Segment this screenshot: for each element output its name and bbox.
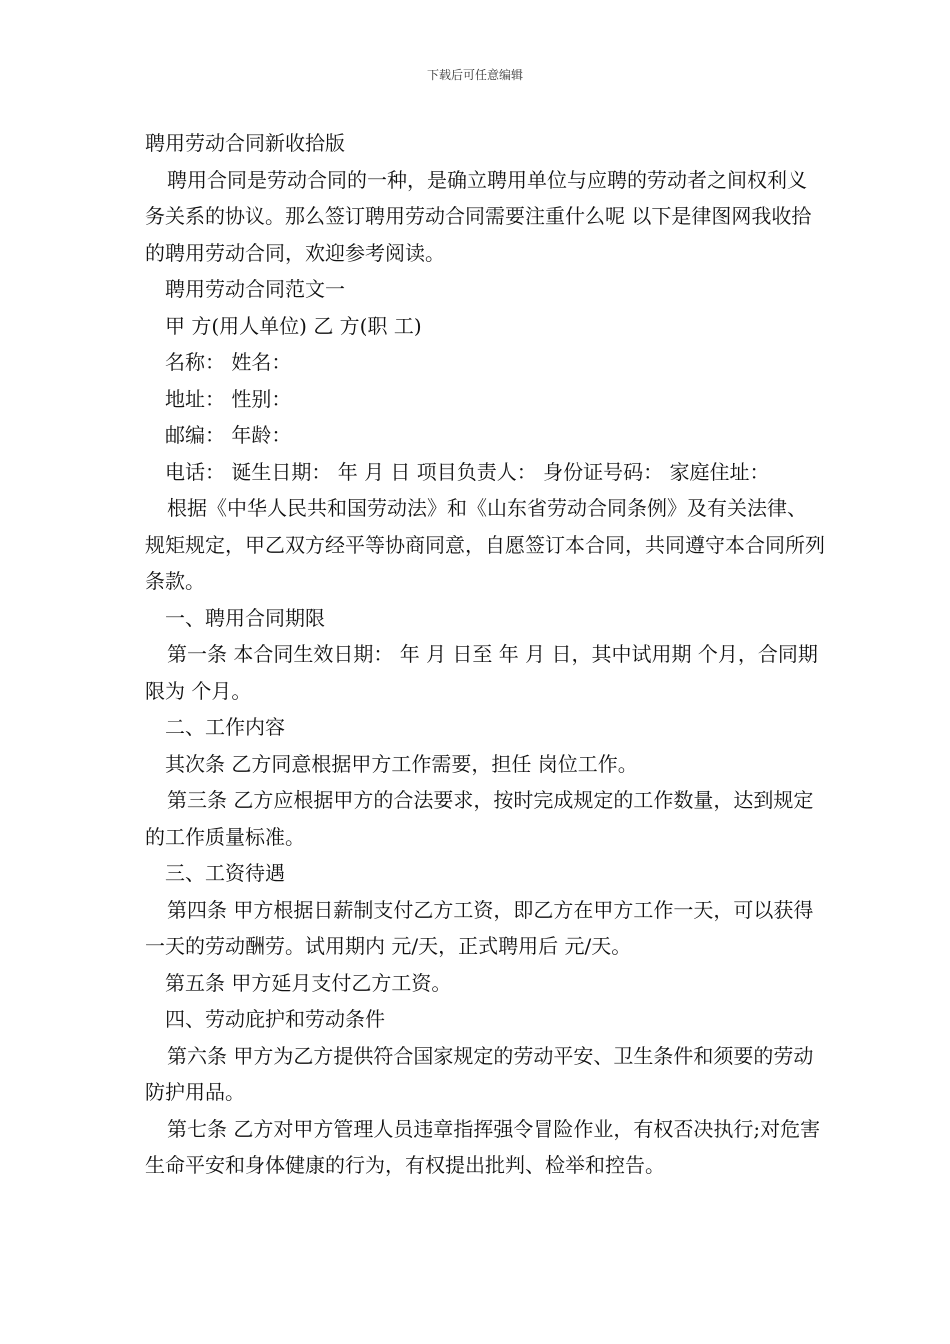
sample-title: 聘用劳动合同范文一	[165, 277, 345, 301]
field-postcode-line: 邮编： 年龄：	[165, 423, 292, 447]
article-7: 第七条 乙方对甲方管理人员违章指挥强令冒险作业，有权否决执行;对危害生命平安和身体健康的行为，有权提出批判、检举和控告。	[145, 1116, 821, 1177]
article-2: 其次条 乙方同意根据甲方工作需要，担任 岗位工作。	[165, 751, 638, 776]
document-body	[145, 125, 825, 1184]
basis-paragraph: 根据《中华人民共和国劳动法》和《山东省劳动合同条例》及有关法律、规矩规定，甲乙双方经平等协商同意，自愿签订本合同，共同遵守本合同所列条款。	[145, 496, 825, 593]
article-5: 第五条 甲方延月支付乙方工资。	[165, 970, 452, 995]
field-address-line: 地址： 性别：	[165, 386, 292, 411]
section-heading-2: 二、工作内容	[165, 715, 285, 739]
article-3: 第三条 乙方应根据甲方的合法要求，按时完成规定的工作数量，达到规定的工作质量标准。	[145, 788, 814, 849]
section-heading-4: 四、劳动庇护和劳动条件	[165, 1007, 385, 1031]
section-heading-1: 一、聘用合同期限	[165, 605, 325, 630]
field-phone-line: 电话： 诞生日期： 年 月 日 项目负责人： 身份证号码： 家庭住址：	[165, 459, 770, 484]
document-title: 聘用劳动合同新收拾版	[145, 131, 345, 155]
intro-paragraph: 聘用合同是劳动合同的一种，是确立聘用单位与应聘的劳动者之间权利义务关系的协议。那么签订聘用劳动合同需要注重什么呢 以下是律图网我收拾的聘用劳动合同，欢迎参考阅读。	[145, 167, 812, 265]
article-1: 第一条 本合同生效日期： 年 月 日至 年 月 日，其中试用期 个月，合同期限为 个月。	[145, 642, 818, 703]
article-4: 第四条 甲方根据日薪制支付乙方工资，即乙方在甲方工作一天，可以获得一天的劳动酬劳。试用期内 元/天，正式聘用后 元/天。	[145, 897, 814, 958]
field-name-line: 名称： 姓名：	[165, 350, 292, 374]
parties-line: 甲 方(用人单位) 乙 方(职 工)	[165, 313, 422, 338]
section-heading-3: 三、工资待遇	[165, 861, 285, 885]
header-note: 下载后可任意编辑	[426, 68, 523, 82]
article-6: 第六条 甲方为乙方提供符合国家规定的劳动平安、卫生条件和须要的劳动防护用品。	[145, 1043, 814, 1104]
